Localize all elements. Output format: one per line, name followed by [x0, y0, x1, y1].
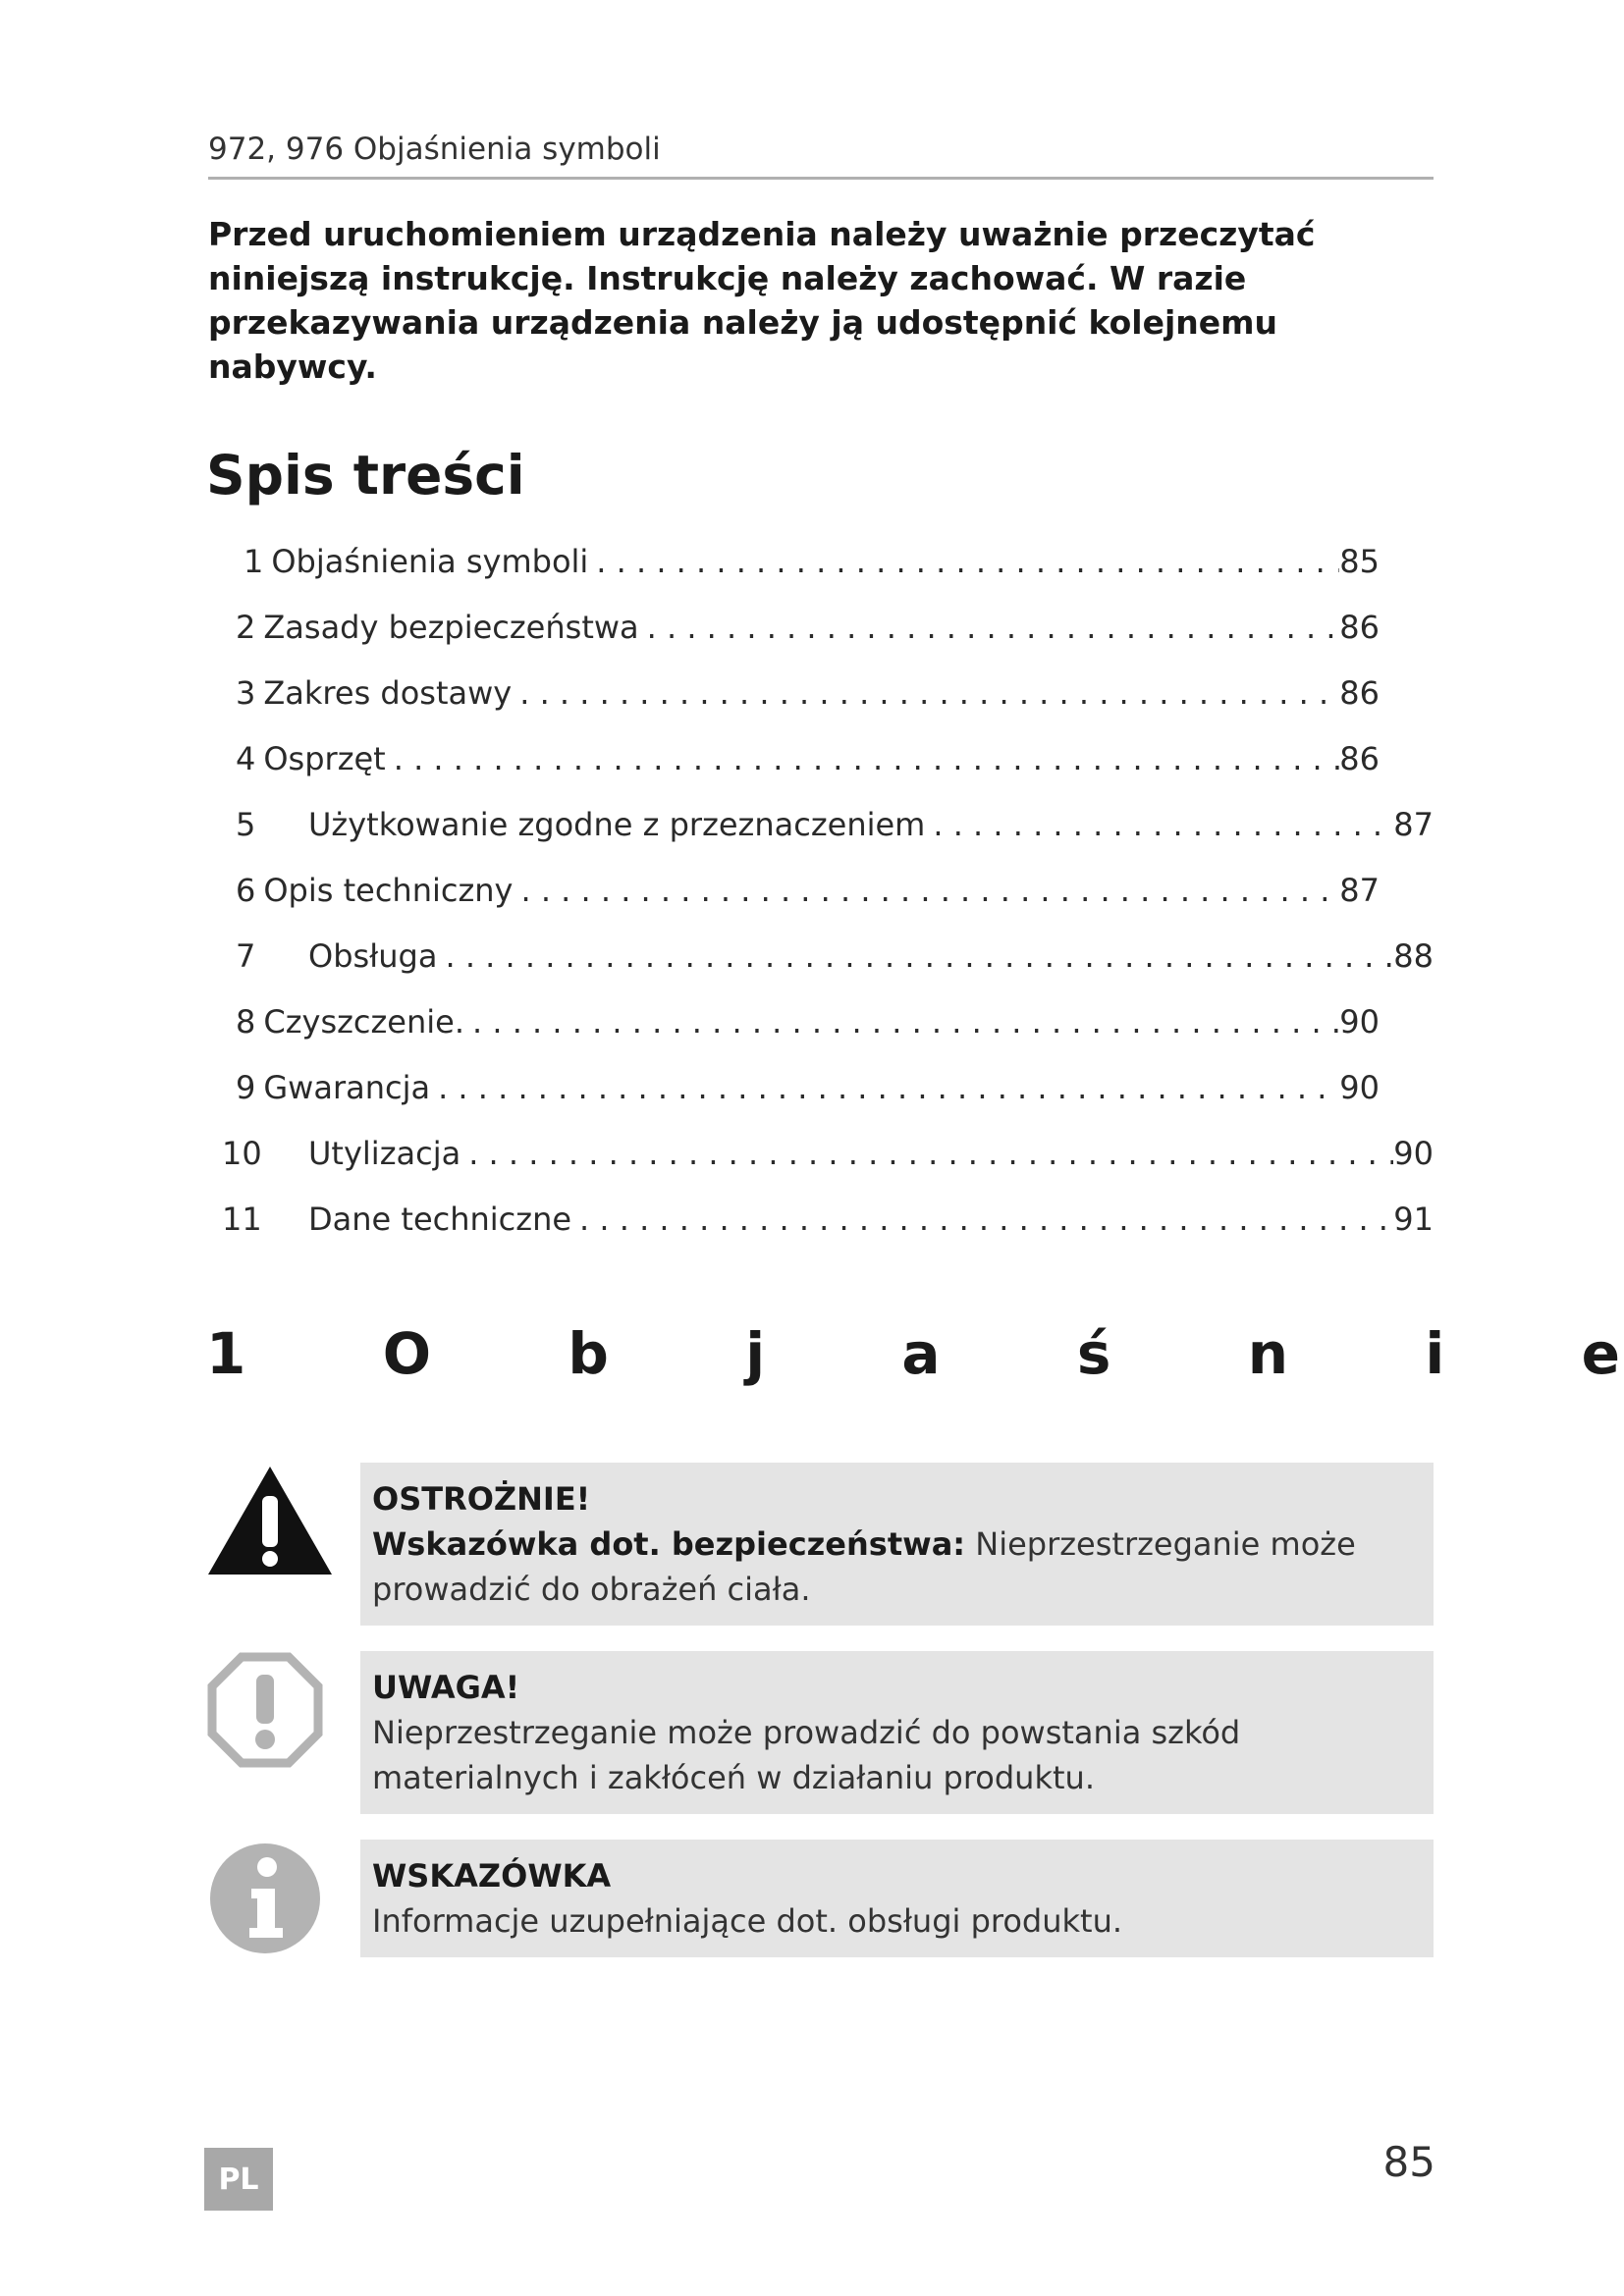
heading-letter: e	[1581, 1320, 1620, 1387]
toc-entry-number: 8	[236, 1003, 256, 1041]
toc-leader-dots	[512, 674, 1339, 712]
heading-letter: j	[745, 1320, 766, 1387]
toc-entry-number: 5	[236, 806, 256, 843]
toc-entry-title: Zasady bezpieczeństwa	[263, 609, 639, 646]
notice-title: OSTROŻNIE!	[372, 1480, 591, 1518]
toc-entry	[236, 937, 1434, 981]
toc-entry	[236, 740, 1380, 783]
toc-entry	[236, 674, 1380, 718]
toc-entry-page: 86	[1339, 740, 1380, 777]
toc-entry	[222, 1135, 1434, 1178]
heading-letter: ś	[1076, 1320, 1111, 1387]
toc-entry-page: 87	[1339, 872, 1380, 909]
toc-leader-dots	[639, 609, 1340, 646]
toc-leader-dots	[464, 1003, 1339, 1041]
toc-entry-number: 3	[236, 674, 256, 712]
notice-hint	[360, 1840, 1434, 1957]
toc-entry	[244, 543, 1380, 586]
language-badge: PL	[204, 2148, 273, 2211]
running-header: 972, 976 Objaśnienia symboli	[208, 132, 1434, 180]
toc-heading: Spis treści	[206, 444, 525, 507]
toc-entry-number: 1	[244, 543, 264, 580]
notice-text: Nieprzestrzeganie może prowadzić do obrażeń ciała.	[372, 1525, 1356, 1608]
toc-entry-page: 90	[1339, 1069, 1380, 1106]
toc-entry	[222, 1201, 1434, 1244]
notice-text: Informacje uzupełniające dot. obsługi produktu.	[372, 1902, 1123, 1940]
toc-entry	[236, 1003, 1380, 1046]
info-icon	[206, 1840, 334, 1957]
toc-entry-title: Osprzęt	[263, 740, 386, 777]
toc-entry	[236, 609, 1380, 652]
toc-entry	[236, 872, 1380, 915]
toc-leader-dots	[571, 1201, 1393, 1238]
heading-letter: O	[382, 1320, 431, 1387]
intro-notice: Przed uruchomieniem urządzenia należy uważnie przeczytać niniejszą instrukcję. Instrukcję należy zachować. W razie przekazywania urządzenia należy ją udostępnić kolejnemu nabywcy.	[208, 215, 1316, 386]
toc-entry-number: 2	[236, 609, 256, 646]
heading-letter: i	[1425, 1320, 1445, 1387]
toc-entry	[236, 806, 1434, 849]
toc-entry-title: Obsługa	[308, 937, 438, 975]
toc-entry-page: 87	[1393, 806, 1434, 843]
toc-entry-number: 7	[236, 937, 256, 975]
page-number: 85	[1382, 2138, 1435, 2186]
toc-entry-number: 10	[222, 1135, 262, 1172]
toc-entry-title: Czyszczenie.	[263, 1003, 465, 1041]
notice-title: UWAGA!	[372, 1669, 520, 1706]
toc-leader-dots	[588, 543, 1339, 580]
toc-entry-number: 4	[236, 740, 256, 777]
notice-caution	[360, 1463, 1434, 1626]
octagon-exclamation-icon	[206, 1651, 334, 1769]
heading-letter: a	[901, 1320, 941, 1387]
heading-letter: 1	[206, 1320, 246, 1387]
notice-label: Wskazówka dot. bezpieczeństwa:	[372, 1525, 966, 1563]
toc-leader-dots	[437, 937, 1393, 975]
toc-entry-page: 86	[1339, 674, 1380, 712]
toc-entry-title: Objaśnienia symboli	[271, 543, 589, 580]
toc-entry-title: Użytkowanie zgodne z przeznaczeniem	[308, 806, 926, 843]
toc-entry-title: Dane techniczne	[308, 1201, 572, 1238]
toc-entry-title: Opis techniczny	[263, 872, 514, 909]
toc-entry-number: 9	[236, 1069, 256, 1106]
toc-leader-dots	[430, 1069, 1339, 1106]
toc-leader-dots	[513, 872, 1339, 909]
toc-entry-page: 91	[1393, 1201, 1434, 1238]
toc-leader-dots	[386, 740, 1340, 777]
toc-entry-number: 11	[222, 1201, 262, 1238]
toc-entry-page: 90	[1393, 1135, 1434, 1172]
toc-leader-dots	[460, 1135, 1393, 1172]
toc-entry-title: Zakres dostawy	[263, 674, 513, 712]
toc-entry-page: 88	[1393, 937, 1434, 975]
toc-entry-title: Utylizacja	[308, 1135, 461, 1172]
toc-leader-dots	[925, 806, 1393, 843]
notice-attention	[360, 1651, 1434, 1814]
heading-letter: b	[568, 1320, 609, 1387]
notice-text: Nieprzestrzeganie może prowadzić do powstania szkód materialnych i zakłóceń w działaniu produktu.	[372, 1714, 1241, 1796]
warning-triangle-icon	[206, 1463, 334, 1580]
toc-entry-page: 86	[1339, 609, 1380, 646]
toc-entry-number: 6	[236, 872, 256, 909]
toc-entry	[236, 1069, 1380, 1112]
section-1-heading	[206, 1320, 1620, 1387]
heading-letter: n	[1247, 1320, 1289, 1387]
notice-title: WSKAZÓWKA	[372, 1857, 612, 1895]
toc-entry-page: 90	[1339, 1003, 1380, 1041]
toc-entry-title: Gwarancja	[263, 1069, 431, 1106]
toc-entry-page: 85	[1339, 543, 1380, 580]
